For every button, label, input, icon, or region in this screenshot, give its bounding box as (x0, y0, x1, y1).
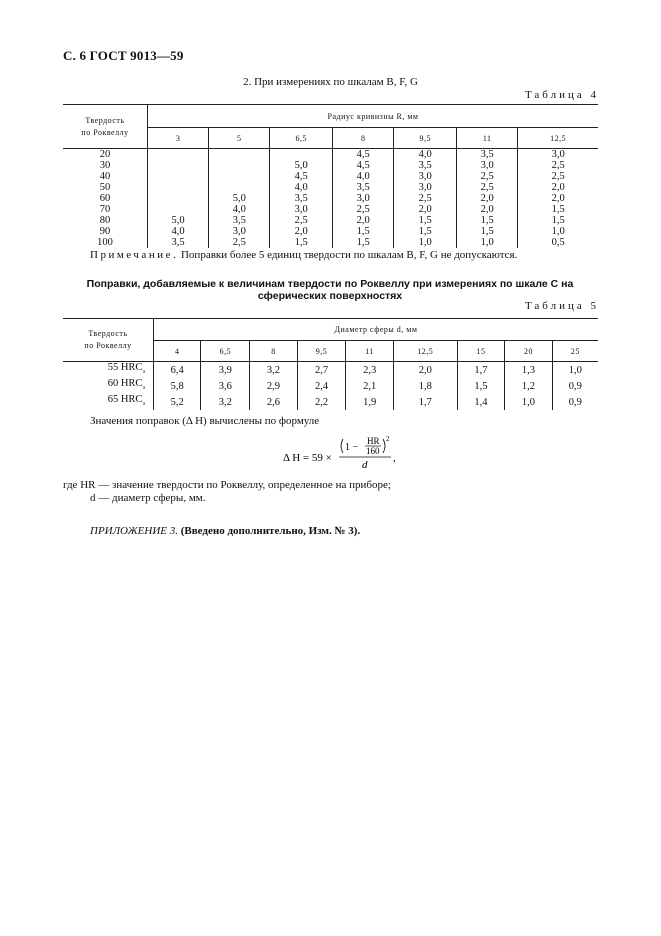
table-cell: 2,0 (333, 215, 394, 226)
table-cell: 1,9 (346, 394, 393, 410)
table-4-label: Таблица 4 (524, 89, 599, 101)
table-row (63, 378, 598, 394)
table-cell: 2,4 (297, 378, 346, 394)
note-text: Поправки более 5 единиц твердости по шкалам B, F, G не допускаются. (180, 249, 518, 261)
table-cell: 3,5 (148, 237, 209, 248)
table-cell: 1,0 (551, 226, 565, 237)
table-4-row-header (63, 105, 148, 149)
section-title: 2. При измерениях по шкалам B, F, G (243, 76, 418, 88)
table-cell: 3,5 (209, 215, 270, 226)
table-cell: 3,9 (201, 362, 250, 379)
row-label-subscript: э (142, 401, 145, 408)
table-cell: 1,5 (551, 215, 565, 226)
table-cell: 4,0 (209, 204, 270, 215)
correction-formula (283, 433, 413, 475)
appendix-title: ПРИЛОЖЕНИЕ 3. (90, 525, 178, 537)
table-cell: 6,4 (154, 362, 201, 379)
row-label (63, 378, 154, 394)
table-row (63, 171, 598, 182)
table-cell: 1,3 (505, 362, 552, 379)
column-header: 20 (505, 341, 552, 362)
table-cell: 3,0 (270, 204, 333, 215)
row-label (63, 160, 148, 171)
table-cell: 2,0 (270, 226, 333, 237)
table-cell: 3,5 (333, 182, 394, 193)
row-label (63, 237, 148, 248)
table-cell (148, 204, 209, 215)
table-cell (148, 160, 209, 171)
table-cell: 5,8 (154, 378, 201, 394)
table-cell: 4,5 (270, 171, 333, 182)
table-5-heading: Поправки, добавляемые к величинам твердости по Роквеллу при измерениях по шкале С на сферических поверхностях (86, 278, 574, 302)
table-cell: 2,5 (457, 182, 518, 193)
table-cell: 1,5 (394, 215, 457, 226)
table-cell: 3,0 (551, 149, 565, 160)
row-label-subscript: э (142, 369, 145, 376)
table-row (63, 362, 598, 379)
table-row (63, 204, 598, 215)
table-cell (148, 149, 209, 161)
where-line-1: где HR — значение твердости по Роквеллу, определенное на приборе; (63, 479, 391, 491)
formula-tail: , (393, 452, 396, 464)
table-cell: 0,5 (551, 237, 565, 248)
table-cell (270, 149, 333, 161)
table-cell (148, 171, 209, 182)
table-4-span-header: Радиус кривизны R, мм (148, 105, 599, 128)
table-cell (148, 182, 209, 193)
table-cell (209, 182, 270, 193)
column-header: 6,5 (270, 128, 333, 149)
table-cell: 1,5 (457, 226, 518, 237)
table-cell: 1,0 (394, 237, 457, 248)
table-row (63, 149, 598, 161)
row-label-text: 50 (99, 182, 111, 193)
table-cell: 3,0 (394, 171, 457, 182)
table-cell: 1,5 (551, 204, 565, 215)
table-cell: 5,0 (209, 193, 270, 204)
formula-160: 160 (366, 446, 380, 456)
row-label (63, 394, 154, 410)
table-cell: 1,5 (333, 237, 394, 248)
table-cell: 4,5 (333, 160, 394, 171)
table-row (63, 394, 598, 410)
row-header-line-1: Твердость (85, 115, 125, 125)
table-cell: 1,0 (457, 237, 518, 248)
table-cell: 2,5 (457, 171, 518, 182)
table-cell (209, 171, 270, 182)
column-header: 25 (570, 346, 580, 356)
table-cell: 1,8 (393, 378, 457, 394)
column-header: 4 (154, 341, 201, 362)
row-header-line-2: по Роквеллу (84, 341, 132, 350)
table-cell: 2,7 (297, 362, 346, 379)
table-cell: 2,5 (270, 215, 333, 226)
table-cell: 3,6 (201, 378, 250, 394)
row-label-text: 65 HRC (107, 394, 143, 406)
table-cell: 2,0 (551, 182, 565, 193)
table-5-span-header: Диаметр сферы d, мм (154, 319, 599, 341)
row-label-text: 70 (99, 204, 111, 215)
table-cell: 4,5 (333, 149, 394, 161)
table-cell: 1,5 (333, 226, 394, 237)
table-cell: 3,0 (394, 182, 457, 193)
table-cell: 2,0 (551, 193, 565, 204)
column-header: 9,5 (297, 341, 346, 362)
formula-one-minus: 1 − (345, 442, 359, 453)
table-cell: 0,9 (568, 396, 582, 408)
row-label (63, 215, 148, 226)
row-label-text: 30 (99, 160, 111, 171)
row-label (63, 362, 154, 379)
paren-left (341, 439, 343, 453)
row-label-text: 55 HRC (107, 362, 143, 373)
row-label-text: 60 (99, 193, 111, 204)
table-cell: 3,0 (333, 193, 394, 204)
column-header: 11 (346, 341, 393, 362)
column-header: 11 (457, 128, 518, 149)
table-cell: 1,7 (457, 362, 504, 379)
table-cell: 2,5 (551, 171, 565, 182)
table-cell: 3,0 (209, 226, 270, 237)
table-5-row-header (63, 319, 154, 362)
table-cell: 1,5 (394, 226, 457, 237)
table-cell: 3,2 (201, 394, 250, 410)
table-cell: 2,0 (394, 204, 457, 215)
table-cell: 1,0 (505, 394, 552, 410)
table-4 (63, 104, 598, 248)
table-cell: 2,0 (457, 193, 518, 204)
column-header: 15 (457, 341, 504, 362)
row-label-text: 20 (99, 149, 111, 160)
column-header: 5 (209, 128, 270, 149)
column-header: 6,5 (201, 341, 250, 362)
table-cell: 1,5 (457, 215, 518, 226)
table-cell (209, 160, 270, 171)
table-cell: 2,0 (393, 362, 457, 379)
table-cell: 3,5 (457, 149, 518, 161)
row-label (63, 149, 148, 161)
row-header-line-2: по Роквеллу (81, 127, 129, 137)
appendix-note (90, 525, 360, 537)
formula-lhs: Δ H = 59 × (283, 452, 332, 464)
table-cell: 0,9 (568, 380, 582, 392)
row-label (63, 171, 148, 182)
table-cell: 2,5 (333, 204, 394, 215)
formula-hr: HR (367, 436, 380, 446)
note-prefix: Примечание. (90, 249, 179, 261)
table-cell: 5,0 (270, 160, 333, 171)
table-cell: 5,0 (148, 215, 209, 226)
row-label-text: 80 (99, 215, 111, 226)
table-row (63, 160, 598, 171)
column-header: 9,5 (394, 128, 457, 149)
where-line-2: d — диаметр сферы, мм. (90, 492, 206, 504)
table-cell: 3,5 (270, 193, 333, 204)
table-5 (63, 318, 598, 410)
row-label-text: 90 (99, 226, 111, 237)
table-cell: 3,0 (457, 160, 518, 171)
table-row (63, 193, 598, 204)
table-4-note (90, 249, 517, 261)
column-header: 12,5 (550, 133, 567, 143)
table-cell: 2,0 (457, 204, 518, 215)
table-cell: 4,0 (270, 182, 333, 193)
formula-intro: Значения поправок (Δ H) вычислены по формуле (90, 415, 320, 427)
table-cell: 2,6 (250, 394, 297, 410)
row-header-line-1: Твердость (88, 329, 128, 338)
table-cell: 2,5 (394, 193, 457, 204)
table-cell: 1,7 (393, 394, 457, 410)
row-label-text: 60 HRC (107, 378, 143, 390)
appendix-text: (Введено дополнительно, Изм. № 3). (180, 525, 361, 537)
row-label-text: 40 (99, 171, 111, 182)
table-cell: 4,0 (333, 171, 394, 182)
row-label-text: 100 (97, 237, 113, 248)
table-cell: 1,5 (457, 378, 504, 394)
table-cell: 2,5 (551, 160, 565, 171)
table-cell: 2,2 (297, 394, 346, 410)
table-cell: 2,3 (346, 362, 393, 379)
table-cell: 4,0 (148, 226, 209, 237)
table-cell (209, 149, 270, 161)
table-cell: 2,5 (209, 237, 270, 248)
table-cell: 3,2 (250, 362, 297, 379)
table-cell: 5,2 (154, 394, 201, 410)
column-header: 12,5 (393, 341, 457, 362)
table-cell: 1,2 (505, 378, 552, 394)
table-cell: 2,1 (346, 378, 393, 394)
table-cell: 3,5 (394, 160, 457, 171)
row-label-subscript: э (142, 385, 145, 392)
formula-d: d (362, 459, 368, 471)
paren-right (383, 439, 385, 453)
table-cell (148, 193, 209, 204)
row-label (63, 193, 148, 204)
column-header: 8 (250, 341, 297, 362)
table-row (63, 237, 598, 248)
page-header: С. 6 ГОСТ 9013—59 (63, 48, 184, 63)
column-header: 3 (148, 128, 209, 149)
table-row (63, 182, 598, 193)
row-label (63, 204, 148, 215)
table-cell: 1,0 (568, 364, 582, 376)
table-5-label: Таблица 5 (524, 300, 599, 312)
row-label (63, 182, 148, 193)
column-header: 8 (333, 128, 394, 149)
table-cell: 1,5 (270, 237, 333, 248)
row-label (63, 226, 148, 237)
table-cell: 2,9 (250, 378, 297, 394)
table-cell: 4,0 (394, 149, 457, 161)
table-cell: 1,4 (457, 394, 504, 410)
table-row (63, 226, 598, 237)
formula-exponent: 2 (386, 435, 390, 443)
table-row (63, 215, 598, 226)
